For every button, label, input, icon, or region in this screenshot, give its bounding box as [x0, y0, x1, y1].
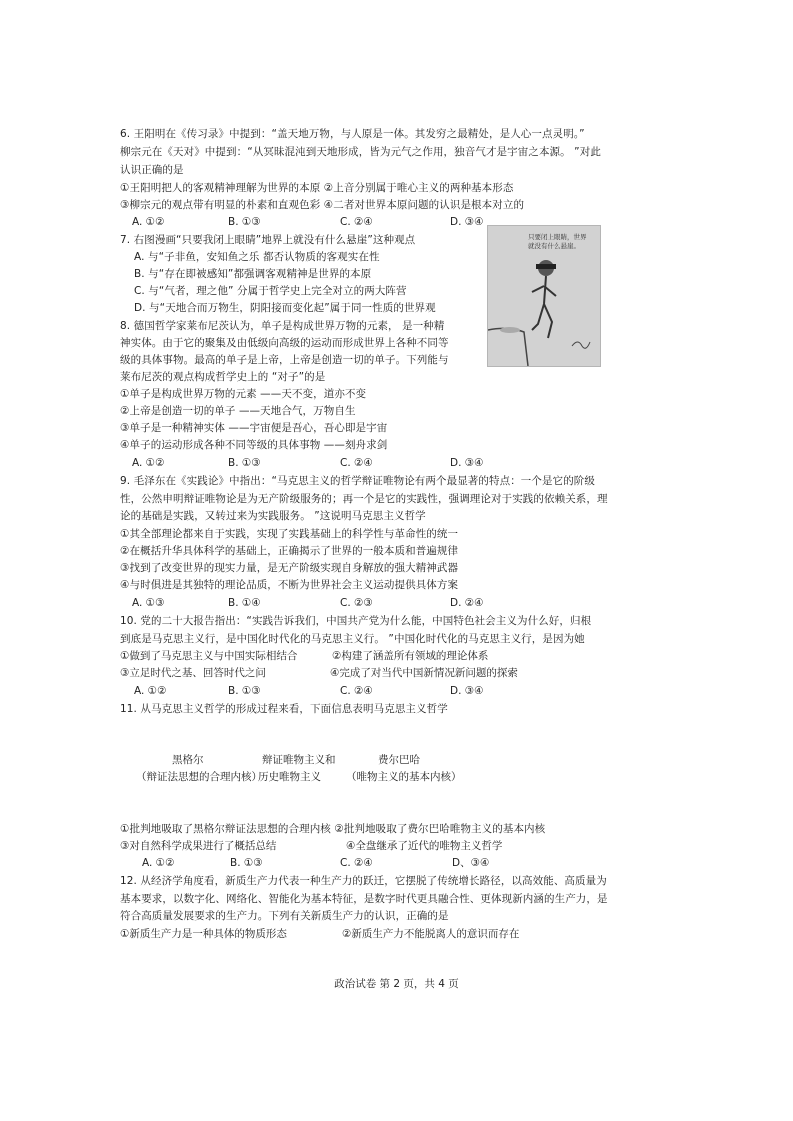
q8-statement-4: ④单子的运动形成各种不同等级的具体事物 ——刻舟求剑	[120, 439, 388, 451]
q11-diagram-left-bottom: （辩证法思想的合理内核）	[136, 771, 262, 783]
q9-option-b: B. ①④	[228, 597, 261, 609]
q11-option-c: C. ②④	[340, 857, 373, 869]
cartoon-drawing	[488, 226, 600, 366]
q11-diagram-mid-top: 辩证唯物主义和	[262, 754, 336, 766]
q12-line-1: 12. 从经济学角度看，新质生产力代表一种生产力的跃迁，它摆脱了传统增长路径，以高效能、高质量为	[120, 875, 607, 887]
q8-option-b: B. ①③	[228, 457, 261, 469]
cartoon-image	[487, 225, 601, 367]
q11-diagram-mid-bottom: 历史唯物主义	[258, 771, 321, 783]
q7-line-1: 7. 右图漫画“只要我闭上眼睛”地界上就没有什么悬崖”这种观点	[120, 234, 416, 246]
cartoon-caption-line-1: 只要闭上眼睛，世界	[528, 233, 587, 241]
q11-option-a: A. ①②	[142, 857, 175, 869]
q9-line-2: 性，公然申明辩证唯物论是为无产阶级服务的；再一个是它的实践性，强调理论对于实践的依赖关系，理	[120, 493, 608, 505]
q6-statement-1: ①王阳明把人的客观精神理解为世界的本原 ②上音分别属于唯心主义的两种基本形态	[120, 182, 514, 194]
q11-statement-1: ①批判地吸取了黑格尔辩证法思想的合理内核 ②批判地吸取了费尔巴哈唯物主义的基本内核	[120, 823, 546, 835]
q6-option-d: D. ③④	[450, 216, 484, 228]
q11-statement-4: ④全盘继承了近代的唯物主义哲学	[346, 840, 503, 852]
q8-statement-1: ①单子是构成世界万物的元素 ——天不变，道亦不变	[120, 388, 367, 400]
q9-line-3: 论的基础是实践，又转过来为实践服务。 ”这说明马克思主义哲学	[120, 510, 426, 522]
q10-option-d: D. ③④	[450, 685, 484, 697]
q11-statement-3: ③对自然科学成果进行了概括总结	[120, 840, 277, 852]
q6-option-c: C. ②④	[340, 216, 373, 228]
q6-option-b: B. ①③	[228, 216, 261, 228]
q10-option-b: B. ①③	[228, 685, 261, 697]
q12-statement-2: ②新质生产力不能脱离人的意识而存在	[342, 928, 520, 940]
q8-line-1: 8. 德国哲学家莱布尼茨认为，单子是构成世界万物的元素， 是一种精	[120, 320, 445, 332]
q12-line-3: 符合高质量发展要求的生产力。下列有关新质生产力的认识，正确的是	[120, 910, 449, 922]
q10-line-2: 到底是马克思主义行，是中国化时代化的马克思主义行。 ”中国化时代化的马克思主义行，是因为她	[120, 633, 585, 645]
q9-option-c: C. ②③	[340, 597, 373, 609]
q8-line-3: 级的具体事物。最高的单子是上帝，上帝是创造一切的单子。下列能与	[120, 354, 449, 366]
q10-option-c: C. ②④	[340, 685, 373, 697]
q10-statement-3: ③立足时代之基、回答时代之问	[120, 667, 266, 679]
q8-statement-2: ②上帝是创造一切的单子 ——天地合气，万物自生	[120, 405, 356, 417]
q8-statement-3: ③单子是一种精神实体 ——宇宙便是吾心，吾心即是宇宙	[120, 422, 388, 434]
q11-diagram-left-top: 黑格尔	[172, 754, 204, 766]
q10-option-a: A. ①②	[134, 685, 167, 697]
q11-option-b: B. ①③	[230, 857, 263, 869]
q8-option-d: D. ③④	[450, 457, 484, 469]
q12-line-2: 基本要求，以数字化、网络化、智能化为基本特征，是数字时代更具融合性、更体现新内涵的生产力，是	[120, 893, 608, 905]
q11-option-d: D、③④	[452, 857, 490, 869]
page-footer: 政治试卷 第 2 页，共 4 页	[334, 978, 459, 990]
q8-line-4: 莱布尼茨的观点构成哲学史上的 “对子”的是	[120, 371, 326, 383]
q7-option-c: C. 与“气者，理之他” 分属于哲学史上完全对立的两大阵营	[134, 285, 407, 297]
cartoon-caption-line-2: 就没有什么悬崖。	[528, 242, 580, 250]
q7-option-d: D. 与“天地合而万物生，阴阳接而变化起”属于同一性质的世界观	[134, 302, 436, 314]
q10-statement-4: ④完成了对当代中国新情况新问题的探索	[330, 667, 518, 679]
q6-line-1: 6. 王阳明在《传习录》中提到：“盖天地万物，与人原是一体。其发穷之最精处，是人心一点灵明。”	[120, 128, 585, 140]
q12-statement-1: ①新质生产力是一种具体的物质形态	[120, 928, 287, 940]
q6-line-2: 柳宗元在《天对》中提到：“从冥昧混沌到天地形成，皆为元气之作用，独音气才是宇宙之本源。 ”对此	[120, 146, 601, 158]
q9-line-1: 9. 毛泽东在《实践论》中指出：“马克思主义的哲学辩证唯物论有两个最显著的特点：一个是它的阶级	[120, 475, 595, 487]
q9-option-d: D. ②④	[450, 597, 484, 609]
q11-diagram-right-bottom: （唯物主义的基本内核）	[346, 771, 462, 783]
q11-line-1: 11. 从马克思主义哲学的形成过程来看，下面信息表明马克思主义哲学	[120, 703, 448, 715]
q6-line-3: 认识正确的是	[120, 164, 184, 176]
q9-statement-4: ④与时俱进是其独特的理论品质，不断为世界社会主义运动提供具体方案	[120, 579, 459, 591]
q6-statement-2: ③柳宗元的观点带有明显的朴素和直观色彩 ④二者对世界本原问题的认识是根本对立的	[120, 199, 525, 211]
q9-statement-2: ②在概括升华具体科学的基础上，正确揭示了世界的一般本质和普遍规律	[120, 545, 459, 557]
q7-option-b: B. 与“存在即被感知”都强调客观精神是世界的本原	[134, 268, 372, 280]
q8-option-a: A. ①②	[132, 457, 165, 469]
q10-line-1: 10. 党的二十大报告指出：“实践告诉我们，中国共产党为什么能，中国特色社会主义为什么好，归根	[120, 615, 592, 627]
q8-line-2: 神实体。由于它的聚集及由低级向高级的运动而形成世界上各种不同等	[120, 337, 449, 349]
q10-statement-2: ②构建了涵盖所有领域的理论体系	[332, 650, 489, 662]
q9-statement-1: ①其全部理论都来自于实践，实现了实践基础上的科学性与革命性的统一	[120, 528, 459, 540]
q9-statement-3: ③找到了改变世界的现实力量，是无产阶级实现自身解放的强大精神武器	[120, 562, 459, 574]
q6-option-a: A. ①②	[132, 216, 165, 228]
q11-diagram-right-top: 费尔巴哈	[378, 754, 420, 766]
q10-statement-1: ①做到了马克思主义与中国实际相结合	[120, 650, 298, 662]
q9-option-a: A. ①③	[132, 597, 165, 609]
q7-option-a: A. 与“子非鱼，安知鱼之乐 都否认物质的客观实在性	[134, 251, 380, 263]
q8-option-c: C. ②④	[340, 457, 373, 469]
